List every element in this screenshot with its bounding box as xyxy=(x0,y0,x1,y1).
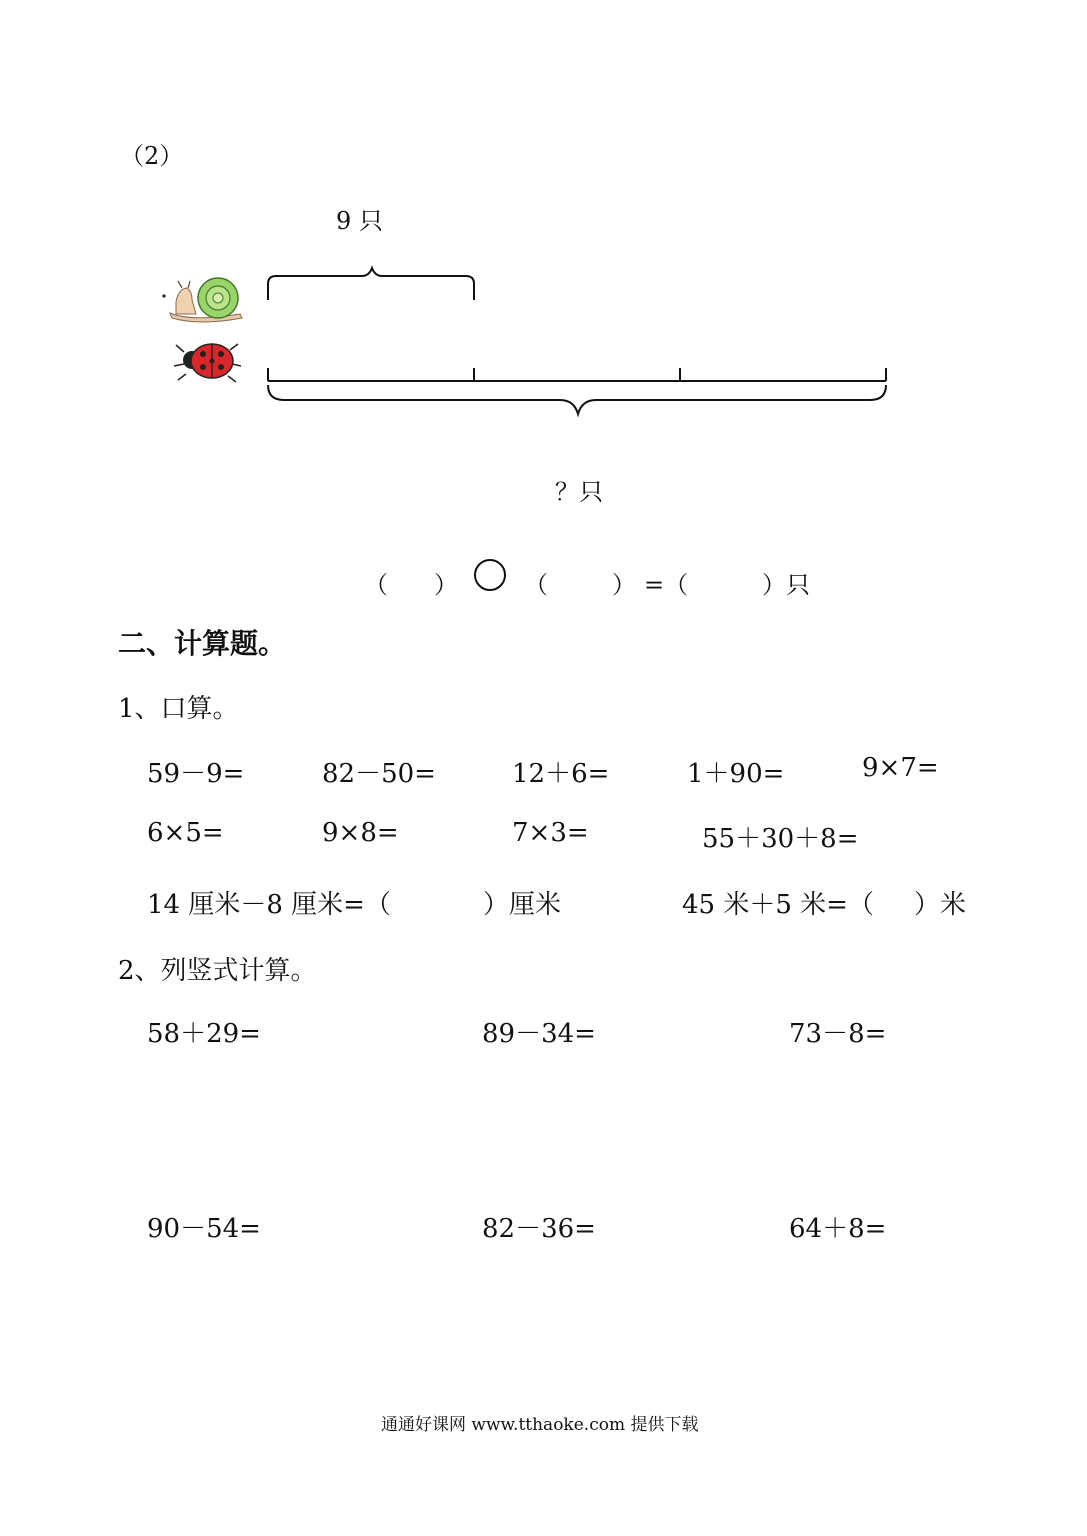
vertical-item: 64＋8= xyxy=(789,1214,887,1244)
problem-label: （2） xyxy=(120,142,184,170)
snail-icon xyxy=(162,278,242,322)
oral-item: 9×7= xyxy=(862,753,939,783)
equals-open: =（ xyxy=(644,571,689,599)
top-quantity-label: 9 只 xyxy=(336,207,383,235)
bottom-quantity-label: ？只 xyxy=(555,478,603,506)
oral-item: 14 厘米－8 厘米=（ xyxy=(147,890,391,920)
blank1-close: ） xyxy=(434,571,458,599)
vertical-title: 2、列竖式计算。 xyxy=(118,956,317,986)
oral-item: 6×5= xyxy=(147,818,224,848)
blank2-close: ） xyxy=(612,571,636,599)
vertical-item: 82－36= xyxy=(482,1214,596,1244)
oral-title: 1、口算。 xyxy=(118,694,239,724)
oral-item: 82－50= xyxy=(322,759,436,789)
operator-circle[interactable] xyxy=(475,560,505,590)
bottom-line xyxy=(268,368,886,381)
oral-item: 1＋90= xyxy=(687,759,785,789)
oral-item: 59－9= xyxy=(147,759,245,789)
oral-item: ）厘米 xyxy=(483,890,562,920)
vertical-item: 89－34= xyxy=(482,1019,596,1049)
oral-item: 12＋6= xyxy=(512,759,610,789)
ladybug-icon xyxy=(174,344,241,382)
oral-item: ）米 xyxy=(914,890,967,920)
blank1-open: （ xyxy=(364,571,388,599)
oral-item: 55＋30＋8= xyxy=(702,824,859,854)
vertical-item: 90－54= xyxy=(147,1214,261,1244)
oral-item: 7×3= xyxy=(512,818,589,848)
section-title: 二、计算题。 xyxy=(118,627,287,660)
vertical-item: 73－8= xyxy=(789,1019,887,1049)
oral-item: 45 米＋5 米=（ xyxy=(682,890,874,920)
blank2-open: （ xyxy=(524,571,548,599)
blank3-close: ）只 xyxy=(762,571,810,599)
oral-item: 9×8= xyxy=(322,818,399,848)
bottom-brace xyxy=(268,385,886,414)
footer-text: 通通好课网 www.tthaoke.com 提供下载 xyxy=(381,1415,699,1435)
vertical-item: 58＋29= xyxy=(147,1019,261,1049)
top-brace xyxy=(268,268,474,300)
